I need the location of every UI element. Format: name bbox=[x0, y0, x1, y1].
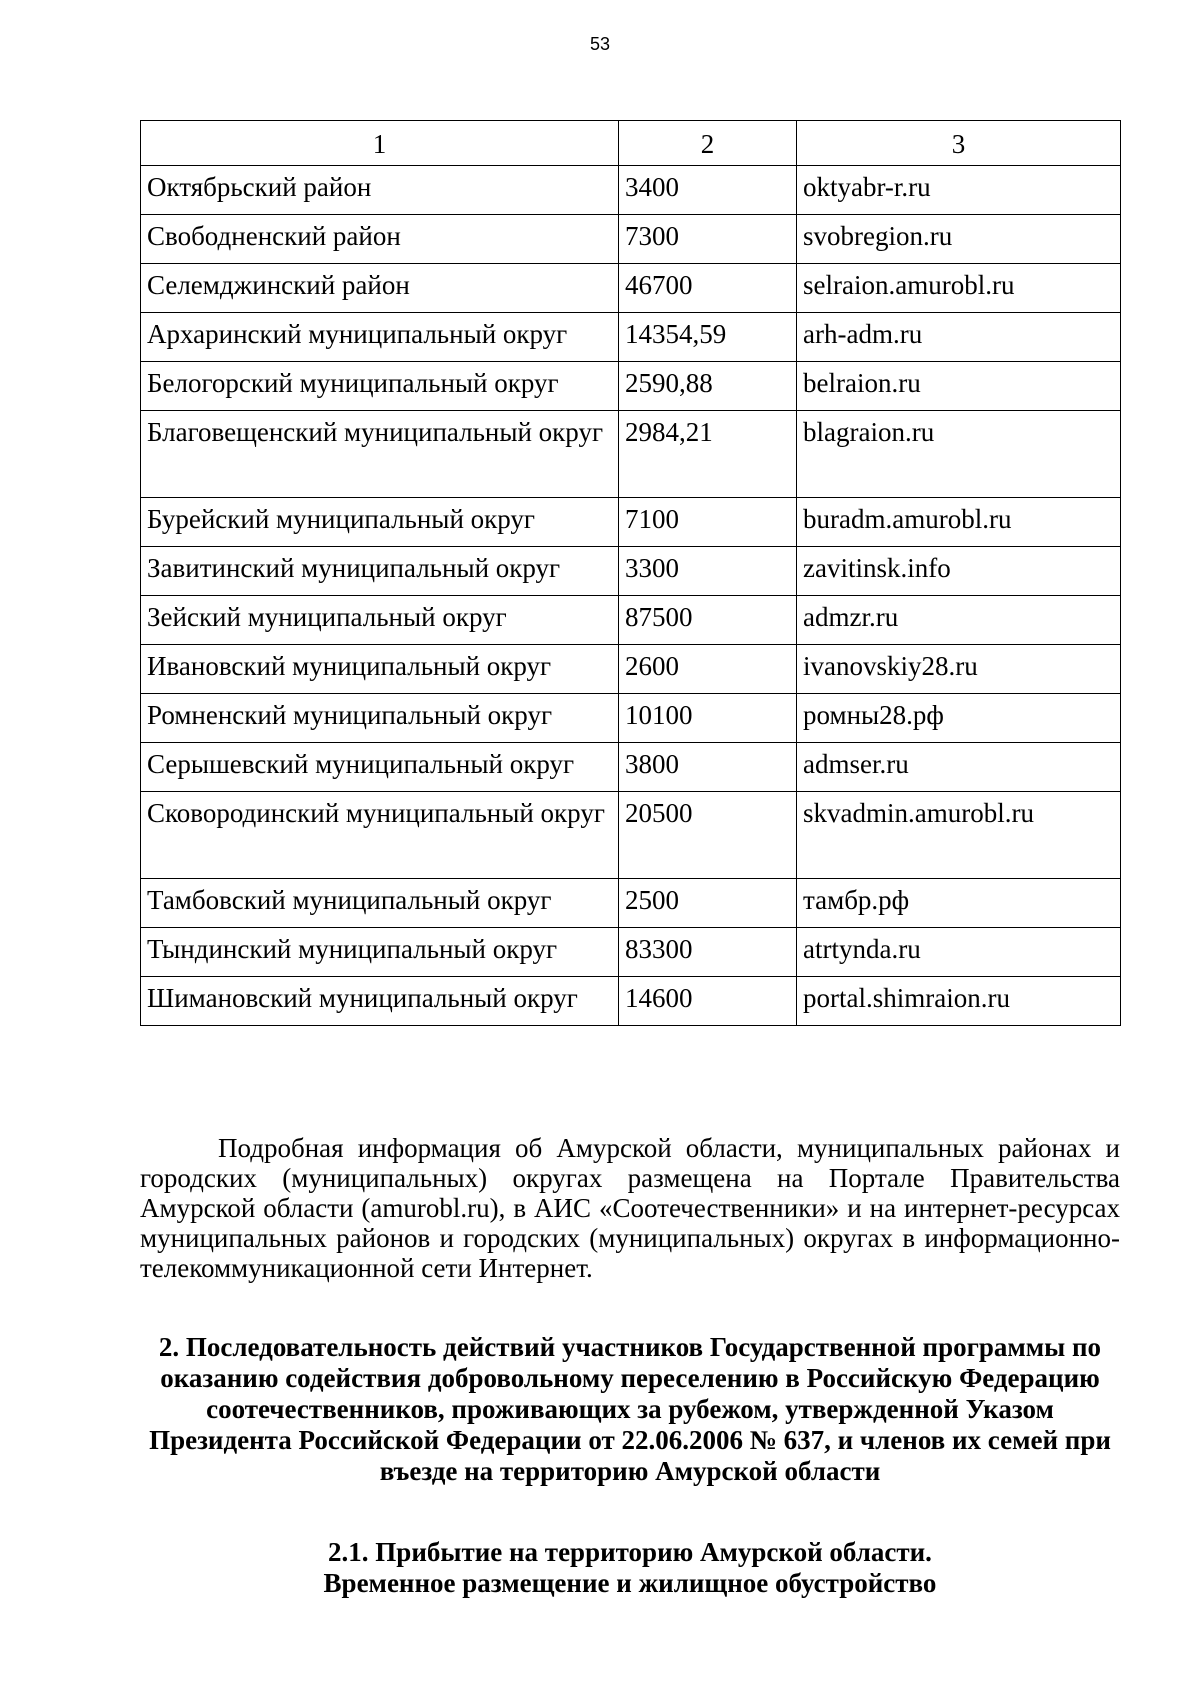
table-row bbox=[141, 313, 1121, 362]
website-cell: ромны28.рф bbox=[797, 694, 1121, 743]
table-row bbox=[141, 694, 1121, 743]
value-cell: 3800 bbox=[619, 743, 797, 792]
table-row bbox=[141, 264, 1121, 313]
municipality-name-cell: Тындинский муниципальный округ bbox=[141, 928, 619, 977]
municipality-name-cell: Сковородинский муниципальный округ bbox=[141, 792, 619, 879]
value-cell: 46700 bbox=[619, 264, 797, 313]
value-cell: 10100 bbox=[619, 694, 797, 743]
municipality-name-cell: Шимановский муниципальный округ bbox=[141, 977, 619, 1026]
value-cell: 2590,88 bbox=[619, 362, 797, 411]
website-cell: atrtynda.ru bbox=[797, 928, 1121, 977]
table-row bbox=[141, 879, 1121, 928]
municipality-name-cell: Тамбовский муниципальный округ bbox=[141, 879, 619, 928]
website-cell: ivanovskiy28.ru bbox=[797, 645, 1121, 694]
table-row bbox=[141, 792, 1121, 879]
website-cell: oktyabr-r.ru bbox=[797, 166, 1121, 215]
table-row bbox=[141, 411, 1121, 498]
website-cell: admser.ru bbox=[797, 743, 1121, 792]
value-cell: 3300 bbox=[619, 547, 797, 596]
website-cell: buradm.amurobl.ru bbox=[797, 498, 1121, 547]
subsection-heading bbox=[140, 1537, 1120, 1599]
value-cell: 2600 bbox=[619, 645, 797, 694]
table-row bbox=[141, 547, 1121, 596]
municipality-name-cell: Завитинский муниципальный округ bbox=[141, 547, 619, 596]
column-header: 2 bbox=[619, 121, 797, 166]
website-cell: belraion.ru bbox=[797, 362, 1121, 411]
municipality-name-cell: Октябрьский район bbox=[141, 166, 619, 215]
municipality-name-cell: Ромненский муниципальный округ bbox=[141, 694, 619, 743]
value-cell: 87500 bbox=[619, 596, 797, 645]
table-row bbox=[141, 928, 1121, 977]
value-cell: 14354,59 bbox=[619, 313, 797, 362]
table-row bbox=[141, 166, 1121, 215]
website-cell: skvadmin.amurobl.ru bbox=[797, 792, 1121, 879]
website-cell: zavitinsk.info bbox=[797, 547, 1121, 596]
value-cell: 2500 bbox=[619, 879, 797, 928]
value-cell: 14600 bbox=[619, 977, 797, 1026]
website-cell: selraion.amurobl.ru bbox=[797, 264, 1121, 313]
municipality-name-cell: Благовещенский муниципальный округ bbox=[141, 411, 619, 498]
table-row bbox=[141, 215, 1121, 264]
value-cell: 83300 bbox=[619, 928, 797, 977]
municipality-name-cell: Зейский муниципальный округ bbox=[141, 596, 619, 645]
municipality-name-cell: Белогорский муниципальный округ bbox=[141, 362, 619, 411]
website-cell: blagraion.ru bbox=[797, 411, 1121, 498]
website-cell: admzr.ru bbox=[797, 596, 1121, 645]
municipality-name-cell: Серышевский муниципальный округ bbox=[141, 743, 619, 792]
municipality-name-cell: Свободненский район bbox=[141, 215, 619, 264]
table-row bbox=[141, 977, 1121, 1026]
table-header-row bbox=[141, 121, 1121, 166]
column-header: 1 bbox=[141, 121, 619, 166]
subsection-heading-line-1: 2.1. Прибытие на территорию Амурской области. bbox=[328, 1537, 932, 1567]
value-cell: 7300 bbox=[619, 215, 797, 264]
municipality-name-cell: Селемджинский район bbox=[141, 264, 619, 313]
table-row bbox=[141, 498, 1121, 547]
website-cell: portal.shimraion.ru bbox=[797, 977, 1121, 1026]
municipality-name-cell: Бурейский муниципальный округ bbox=[141, 498, 619, 547]
website-cell: svobregion.ru bbox=[797, 215, 1121, 264]
municipality-name-cell: Архаринский муниципальный округ bbox=[141, 313, 619, 362]
value-cell: 7100 bbox=[619, 498, 797, 547]
subsection-heading-line-2: Временное размещение и жилищное обустройство bbox=[323, 1568, 937, 1598]
table-row bbox=[141, 362, 1121, 411]
table-row bbox=[141, 645, 1121, 694]
value-cell: 3400 bbox=[619, 166, 797, 215]
municipality-name-cell: Ивановский муниципальный округ bbox=[141, 645, 619, 694]
table-row bbox=[141, 743, 1121, 792]
website-cell: arh-adm.ru bbox=[797, 313, 1121, 362]
value-cell: 2984,21 bbox=[619, 411, 797, 498]
website-cell: тамбр.рф bbox=[797, 879, 1121, 928]
value-cell: 20500 bbox=[619, 792, 797, 879]
section-heading: 2. Последовательность действий участников Государственной программы по оказанию содействия добровольному переселению в Российскую Федерацию соотечественников, проживающих за рубежом, утвержденной Указом Президента Российской Федерации от 22.06.2006 № 637, и членов их семей при въезде на территорию Амурской области bbox=[149, 1332, 1111, 1486]
table-row bbox=[141, 596, 1121, 645]
info-paragraph: Подробная информация об Амурской области, муниципальных районах и городских (муниципальных) округах размещена на Портале Правительства Амурской области (amurobl.ru), в АИС «Соотечественники» и на интернет-ресурсах муниципальных районов и городских (муниципальных) округах в информационно-телекоммуникационной сети Интернет. bbox=[140, 1133, 1120, 1283]
column-header: 3 bbox=[797, 121, 1121, 166]
page-number: 53 bbox=[589, 34, 611, 54]
municipalities-table bbox=[140, 120, 1121, 1026]
